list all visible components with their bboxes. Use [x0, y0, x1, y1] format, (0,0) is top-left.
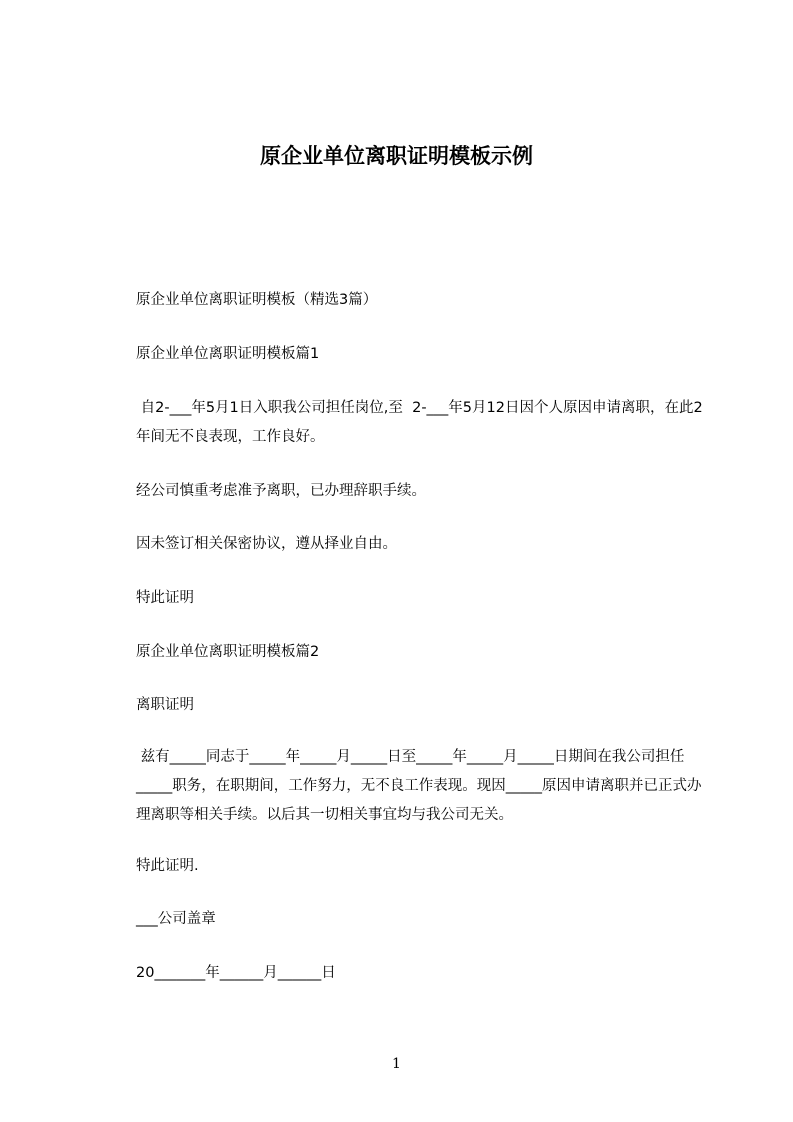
collection-heading: 原企业单位离职证明模板（精选3篇） — [136, 292, 378, 308]
certificate-heading: 离职证明 — [136, 697, 194, 713]
employment-period-paragraph: 自2-___年5月1日入职我公司担任岗位,至 2-___年5月12日因个人原因申请离职，在此2年间无不良表现，工作良好。 — [136, 400, 703, 445]
page-number: 1 — [392, 1056, 401, 1072]
confidentiality-paragraph: 因未签订相关保密协议，遵从择业自由。 — [136, 536, 397, 552]
section-heading-2: 原企业单位离职证明模板篇2 — [136, 644, 320, 660]
resignation-approval-paragraph: 经公司慎重考虑准予离职，已办理辞职手续。 — [136, 483, 426, 499]
certification-line-1: 特此证明 — [136, 590, 194, 606]
date-line: 20_______年______月______日 — [136, 965, 336, 981]
company-seal-line: ___公司盖章 — [136, 911, 216, 927]
section-heading-1: 原企业单位离职证明模板篇1 — [136, 346, 320, 362]
document-title: 原企业单位离职证明模板示例 — [260, 144, 533, 168]
certificate-body-paragraph: 兹有_____同志于_____年_____月_____日至_____年_____月_____日期间在我公司担任_____职务，在职期间，工作努力，无不良工作表现。现因_____原因申请离职并已正式办理离职等相关手续。以后其一切相关事宜均与我公司无关。 — [136, 749, 702, 823]
certification-line-2: 特此证明. — [136, 858, 199, 874]
